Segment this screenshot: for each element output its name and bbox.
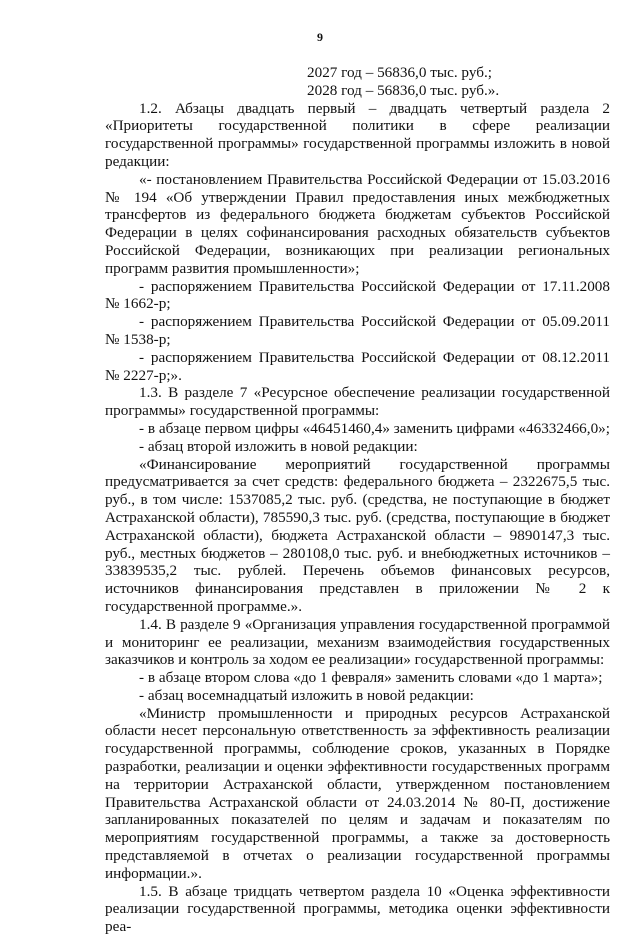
paragraph: «Финансирование мероприятий государственной программы предусматривается за счет средств: федерального бюджета – 2322675,5 тыс. руб., в том числе: 1537085,2 тыс. руб. (средства, не поступающие в бюджет Астраханской области), 785590,3 тыс. руб. (средства, поступающие в бюджет Астраханской области), бюджета Астраханской области – 9890147,3 тыс. руб., местных бюджетов – 280108,0 тыс. руб. и внебюджетных источников – 33839535,2 тыс. рублей. Перечень объемов финансовых ресурсов, источников финансирования представлен в приложении № 2 к государственной программе.». [105,455,610,615]
document-body [105,64,610,936]
paragraph: - абзац восемнадцатый изложить в новой редакции: [139,686,474,704]
budget-amounts [307,64,610,100]
paragraph: 1.4. В разделе 9 «Организация управления государственной программой и мониторинг ее реализации, механизм взаимодействия государственных заказчиков и контроль за ходом ее реализации» государственной программы: [105,615,610,669]
paragraph: «- постановлением Правительства Российской Федерации от 15.03.2016 № 194 «Об утверждении Правил предоставления иных межбюджетных трансфертов из федерального бюджета бюджетам субъектов Российской Федерации в целях софинансирования расходных обязательств субъектов Российской Федерации, возникающих при реализации региональных программ развития промышленности»; [105,170,610,277]
amount-line: 2027 год – 56836,0 тыс. руб.; [307,64,492,81]
paragraph: - в абзаце втором слова «до 1 февраля» заменить словами «до 1 марта»; [139,669,603,687]
paragraph: 1.3. В разделе 7 «Ресурсное обеспечение реализации государственной программы» государственной программы: [105,384,610,420]
paragraph: - распоряжением Правительства Российской Федерации от 05.09.2011 № 1538-р; [105,313,610,348]
paragraph: - распоряжением Правительства Российской Федерации от 17.11.2008 № 1662-р; [105,277,610,313]
amount-line: 2028 год – 56836,0 тыс. руб.». [307,81,500,99]
paragraph: - абзац второй изложить в новой редакции: [139,437,418,455]
paragraph: 1.2. Абзацы двадцать первый – двадцать четвертый раздела 2 «Приоритеты государственной политики в сфере реализации государственной программы» государственной программы изложить в новой редакции: [105,99,610,170]
paragraph: «Министр промышленности и природных ресурсов Астраханской области несет персональную ответственность за эффективность реализации государственной программы, соблюдение сроков, указанных в Порядке разработки, реализации и оценки эффективности государственных программ на территории Астраханской области, утвержденном постановлением Правительства Астраханской области от 24.03.2014 № 80-П, достижение запланированных показателей по целям и задачам и показателям по мероприятиям государственной программы, а также за достоверность представляемой в отчетах о реализации государственной программы информации.». [105,704,610,882]
page-number: 9 [317,30,323,44]
paragraph: 1.5. В абзаце тридцать четвертом раздела 10 «Оценка эффективности реализации государственной программы, методика оценки эффективности реа- [105,882,610,936]
paragraph: - в абзаце первом цифры «46451460,4» заменить цифрами «46332466,0»; [139,419,610,437]
paragraph: - распоряжением Правительства Российской Федерации от 08.12.2011 № 2227-р;». [105,348,610,384]
